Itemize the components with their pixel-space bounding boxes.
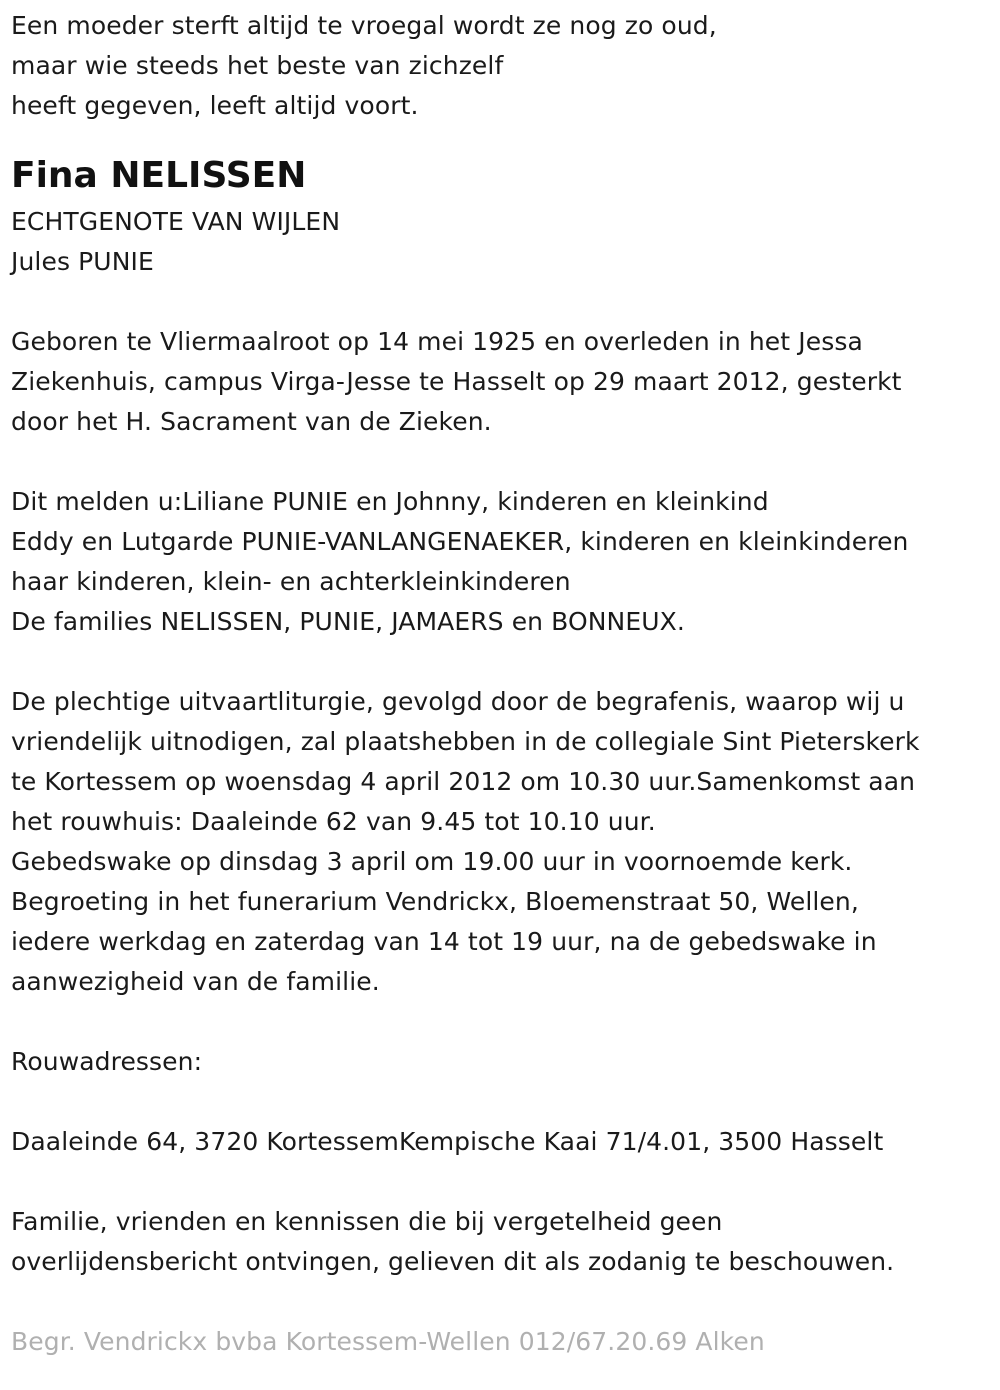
- paragraph-line: te Kortessem op woensdag 4 april 2012 om 10.30 uur.Samenkomst aan: [11, 767, 916, 796]
- paragraph-line: haar kinderen, klein- en achterkleinkinderen: [11, 567, 571, 596]
- paragraph-line: door het H. Sacrament van de Zieken.: [11, 407, 492, 436]
- verse-line: maar wie steeds het beste van zichzelf: [11, 51, 504, 80]
- deceased-block: [11, 150, 991, 282]
- paragraph-line: het rouwhuis: Daaleinde 62 van 9.45 tot 10.10 uur.: [11, 807, 656, 836]
- obituary-notice: [11, 6, 991, 1362]
- relation-text: ECHTGENOTE VAN WIJLEN: [11, 207, 341, 236]
- deceased-name: Fina NELISSEN: [11, 155, 307, 196]
- funeral-home-footer: Begr. Vendrickx bvba Kortessem-Wellen 012/67.20.69 Alken: [11, 1327, 765, 1356]
- paragraph-line: vriendelijk uitnodigen, zal plaatshebben in de collegiale Sint Pieterskerk: [11, 727, 920, 756]
- announcers-paragraph: [11, 482, 991, 642]
- paragraph-line: Begroeting in het funerarium Vendrickx, Bloemenstraat 50, Wellen,: [11, 887, 859, 916]
- paragraph-line: Familie, vrienden en kennissen die bij vergetelheid geen: [11, 1207, 723, 1236]
- addresses-section: [11, 1042, 991, 1162]
- paragraph-line: iedere werkdag en zaterdag van 14 tot 19 uur, na de gebedswake in: [11, 927, 877, 956]
- spouse-name: Jules PUNIE: [11, 247, 154, 276]
- verse-line: heeft gegeven, leeft altijd voort.: [11, 91, 419, 120]
- paragraph-line: Gebedswake op dinsdag 3 april om 19.00 uur in voornoemde kerk.: [11, 847, 853, 876]
- paragraph-line: overlijdensbericht ontvingen, gelieven dit als zodanig te beschouwen.: [11, 1247, 895, 1276]
- birth-death-paragraph: [11, 322, 991, 442]
- paragraph-line: Geboren te Vliermaalroot op 14 mei 1925 en overleden in het Jessa: [11, 327, 863, 356]
- paragraph-line: aanwezigheid van de familie.: [11, 967, 380, 996]
- paragraph-line: De plechtige uitvaartliturgie, gevolgd door de begrafenis, waarop wij u: [11, 687, 905, 716]
- paragraph-line: Dit melden u:Liliane PUNIE en Johnny, kinderen en kleinkind: [11, 487, 769, 516]
- addresses-line: Daaleinde 64, 3720 KortessemKempische Kaai 71/4.01, 3500 Hasselt: [11, 1127, 884, 1156]
- addresses-heading: Rouwadressen:: [11, 1047, 203, 1076]
- ceremony-paragraph: [11, 682, 991, 1002]
- paragraph-line: Eddy en Lutgarde PUNIE-VANLANGENAEKER, kinderen en kleinkinderen: [11, 527, 909, 556]
- paragraph-line: Ziekenhuis, campus Virga-Jesse te Hasselt op 29 maart 2012, gesterkt: [11, 367, 902, 396]
- paragraph-line: De families NELISSEN, PUNIE, JAMAERS en BONNEUX.: [11, 607, 685, 636]
- verse-line: Een moeder sterft altijd te vroegal wordt ze nog zo oud,: [11, 11, 717, 40]
- verse: [11, 6, 991, 126]
- closing-paragraph: [11, 1202, 991, 1282]
